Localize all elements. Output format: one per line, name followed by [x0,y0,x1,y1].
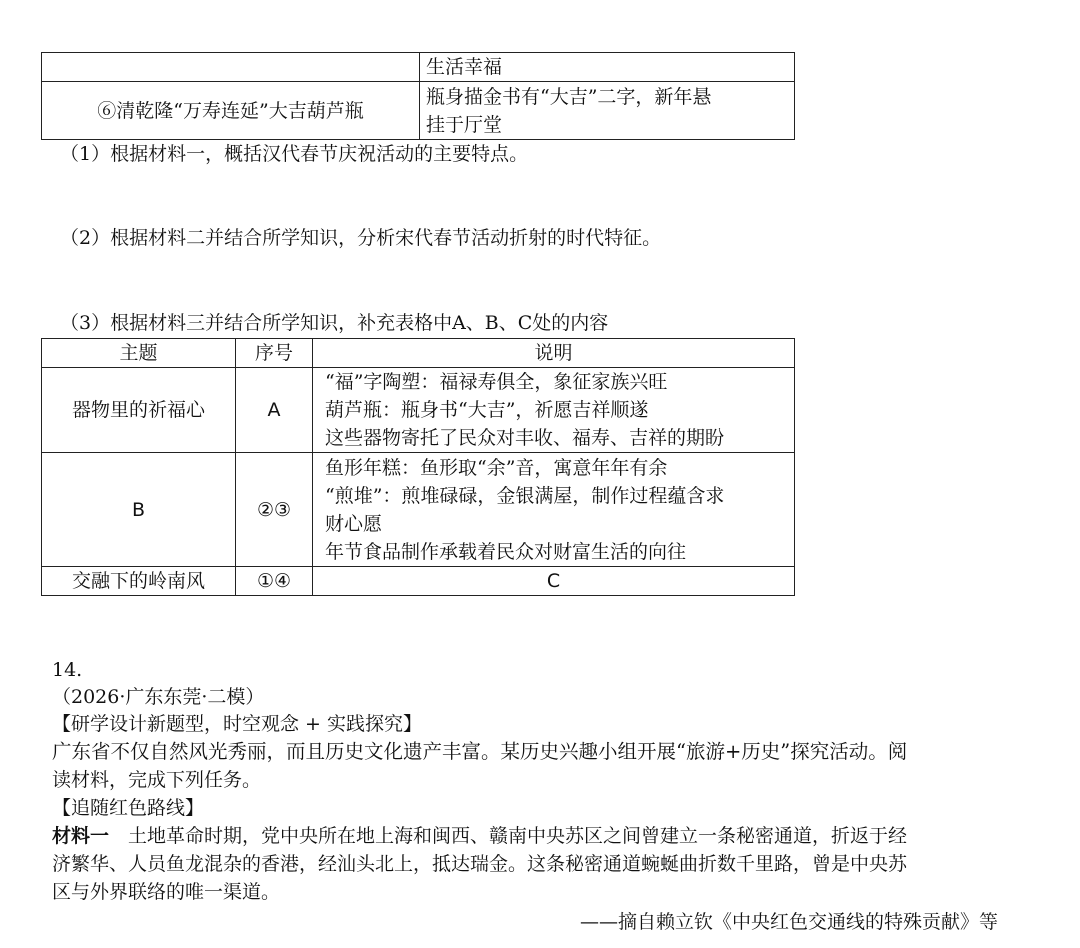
question-tag: 【研学设计新题型，时空观念 + 实践探究】 [52,713,423,735]
num-cell: ②③ [236,453,313,567]
desc-cell [313,368,795,453]
desc-line: 鱼形年糕：鱼形取“余”音，寓意年年有余 [325,456,668,479]
section-heading: 【追随红色路线】 [52,797,205,819]
intro-line: 读材料，完成下列任务。 [52,769,262,791]
supplement-table [41,338,795,596]
top-table-cell [42,53,420,82]
header-desc: 说明 [313,339,795,368]
top-table-cell: ⑥清乾隆“万寿连延”大吉葫芦瓶 [42,82,420,140]
theme-cell: B [42,453,236,567]
material-line: 区与外界联络的唯一渠道。 [52,881,281,903]
citation: ——摘自赖立钦《中央红色交通线的特殊贡献》等 [580,911,999,933]
desc-cell: C [313,567,795,596]
desc-line: “福”字陶塑：福禄寿俱全，象征家族兴旺 [325,371,668,393]
question-2: （2）根据材料二并结合所学知识，分析宋代春节活动折射的时代特征。 [60,227,662,249]
header-num: 序号 [236,339,313,368]
desc-line: 年节食品制作承载着民众对财富生活的向往 [325,540,687,563]
top-table-cell: 生活幸福 [420,53,795,82]
desc-line: 财心愿 [325,512,383,535]
question-3: （3）根据材料三并结合所学知识，补充表格中A、B、C处的内容 [60,312,609,334]
desc-line: “煎堆”：煎堆碌碌，金银满屋，制作过程蕴含求 [325,484,725,507]
material-label: 材料一 [52,825,110,847]
num-cell: ①④ [236,567,313,596]
num-cell: A [236,368,313,453]
top-table [41,52,795,140]
intro-line: 广东省不仅自然风光秀丽，而且历史文化遗产丰富。某历史兴趣小组开展“旅游+历史”探究活动。阅 [52,740,908,763]
question-1: （1）根据材料一，概括汉代春节庆祝活动的主要特点。 [60,143,529,165]
question-number: 14. [52,659,83,681]
theme-cell: 器物里的祈福心 [42,368,236,453]
top-table-cell [420,82,795,140]
material-text: 土地革命时期，党中央所在地上海和闽西、赣南中央苏区之间曾建立一条秘密通道，折返于经 [109,825,908,847]
header-theme: 主题 [42,339,236,368]
question-source: （2026·广东东莞·二模） [52,686,265,708]
material-line [52,822,907,850]
top-table-line: 挂于厅堂 [426,113,503,136]
desc-line: 这些器物寄托了民众对丰收、福寿、吉祥的期盼 [325,427,725,449]
top-table-line: 瓶身描金书有“大吉”二字，新年悬 [426,85,712,108]
desc-cell [313,453,795,567]
theme-cell: 交融下的岭南风 [42,567,236,596]
material-line: 济繁华、人员鱼龙混杂的香港，经汕头北上，抵达瑞金。这条秘密通道蜿蜒曲折数千里路，曾是中央苏 [52,853,908,875]
desc-line: 葫芦瓶：瓶身书“大吉”，祈愿吉祥顺遂 [325,399,649,421]
